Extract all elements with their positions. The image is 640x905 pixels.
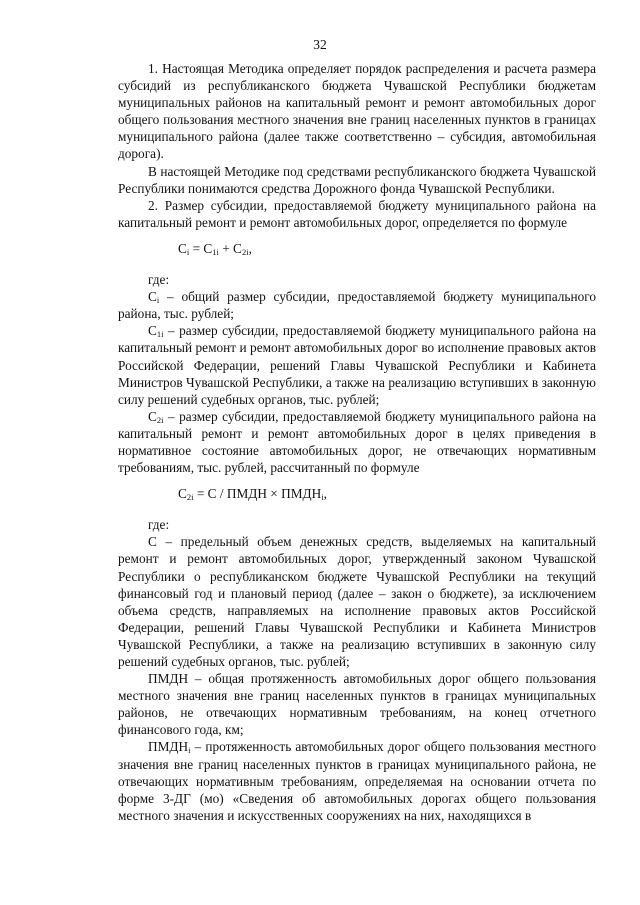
paragraph-subsidy-size: 2. Размер субсидии, предоставляемой бюджету муниципального района на капитальный ремонт и ремонт автомобильных дорог, определяется по формуле	[118, 197, 596, 230]
definition-c: С – предельный объем денежных средств, выделяемых на капитальный ремонт и ремонт автомобильных дорог, утвержденный законом Чувашской Республики о республиканском бюджете Чувашской Республики на текущий финансовый год и плановый период (далее – закон о бюджете), за исключением объема средств, направляемых на исполнение правовых актов Российской Федерации, решений Главы Чувашской Республики и Кабинета Министров Чувашской Республики, а также на реализацию вступивших в законную силу решений судебных органов, тыс. рублей;	[118, 534, 596, 669]
definition-text: – общий размер субсидии, предоставляемой бюджету муниципального района, тыс. рублей;	[118, 289, 596, 322]
definition-pmdn: ПМДН – общая протяженность автомобильных дорог общего пользования местного значения вне границ населенных пунктов в границах муниципальных районов, не отвечающих нормативным требованиям, на конец отчетного финансового года, км;	[118, 671, 596, 738]
formula-symbol: C	[178, 240, 187, 256]
formula-subscript: i	[321, 492, 324, 503]
paragraph-purpose: 1. Настоящая Методика определяет порядок распределения и расчета размера субсидий из республиканского бюджета Чувашской Республики бюджетам муниципальных районов на капитальный ремонт и ремонт автомобильных дорог общего пользования местного значения вне границ населенных пунктов в границах муниципального района (далее также соответственно – субсидия, автомобильная дорога).	[118, 61, 596, 162]
definition-c1i	[118, 322, 596, 407]
definition-text: – протяженность автомобильных дорог общего пользования местного значения вне границ населенных пунктов в границах муниципального района, не отвечающих нормативным требованиям, определяемая на основании отчета по форме 3-ДГ (мо) «Сведения об автомобильных дорогах общего пользования местного значения и искусственных сооружениях на них, находящихся в	[118, 739, 596, 823]
formula-subscript: 1i	[212, 246, 219, 257]
definition-text: – размер субсидии, предоставляемой бюджету муниципального района на капитальный ремонт и ремонт автомобильных дорог во исполнение правовых актов Российской Федерации, решений Главы Чувашской Республики и Кабинета Министров Чувашской Республики, а также на реализацию вступивших в законную силу решений судебных органов, тыс. рублей;	[118, 323, 596, 407]
definition-symbol: ПМДН	[148, 739, 189, 755]
formula-subscript: i	[186, 246, 190, 257]
formula-punctuation: ,	[323, 486, 327, 502]
definition-text: – размер субсидии, предоставляемой бюджету муниципального района на капитальный ремонт и ремонт автомобильных дорог в целях приведения в нормативное состояние автомобильных дорог, не отвечающих нормативным требованиям, тыс. рублей, рассчитанный по формуле	[118, 408, 596, 476]
formula-c2i	[118, 485, 596, 502]
definition-pmdni	[118, 738, 596, 823]
definition-symbol: C	[148, 408, 157, 424]
formula-subscript: 2i	[241, 246, 249, 257]
definition-subscript: 1i	[156, 329, 164, 340]
definition-symbol: C	[148, 289, 157, 305]
definition-subscript: i	[156, 295, 160, 306]
formula-punctuation: ,	[248, 240, 252, 256]
definition-symbol: C	[148, 323, 157, 339]
where-label: где:	[148, 517, 170, 533]
definition-ci	[118, 288, 596, 322]
document-body	[118, 60, 596, 824]
definition-c2i	[118, 408, 596, 476]
page-number: 32	[313, 37, 327, 52]
formula-subscript: 2i	[186, 492, 194, 503]
formula-symbol: C	[178, 486, 187, 502]
definition-subscript: i	[188, 745, 191, 756]
formula-expression: = C / ПМДН × ПМДН	[193, 486, 322, 502]
definition-subscript: 2i	[156, 414, 164, 425]
formula-operator: + C	[218, 240, 242, 256]
formula-operator: = C	[189, 240, 213, 256]
formula-total-subsidy	[118, 240, 596, 257]
where-label: где:	[148, 272, 170, 288]
paragraph-funds-definition: В настоящей Методике под средствами республиканского бюджета Чувашской Республики понимаются средства Дорожного фонда Чувашской Республики.	[118, 163, 596, 196]
